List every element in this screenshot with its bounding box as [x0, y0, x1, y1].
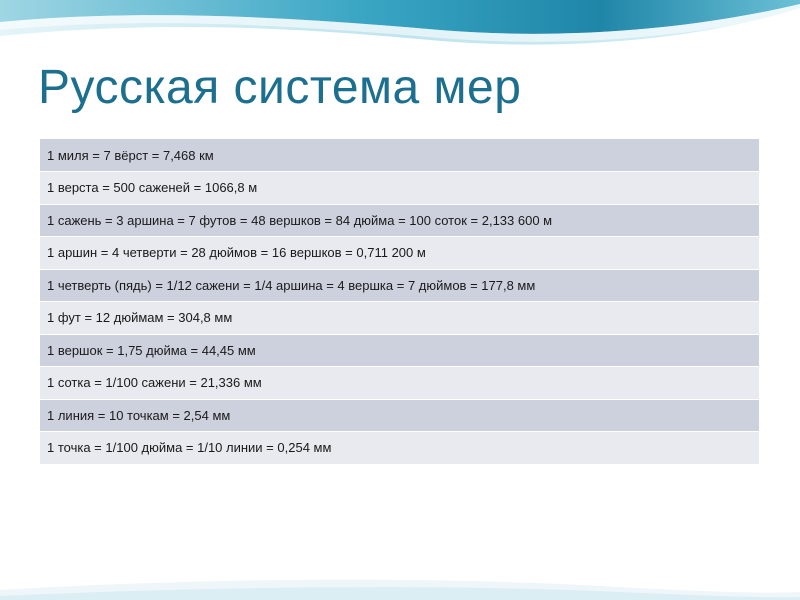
- page-title: Русская система мер: [38, 61, 522, 114]
- table-row: [40, 399, 759, 432]
- table-cell: 1 точка = 1/100 дюйма = 1/10 линии = 0,254 мм: [40, 432, 759, 465]
- table-cell: 1 сажень = 3 аршина = 7 футов = 48 вершков = 84 дюйма = 100 соток = 2,133 600 м: [40, 204, 759, 237]
- table-row: [40, 334, 759, 367]
- table-row: [40, 432, 759, 465]
- table-row: [40, 269, 759, 302]
- table-row: [40, 237, 759, 270]
- table-cell: 1 сотка = 1/100 сажени = 21,336 мм: [40, 367, 759, 400]
- table-cell: 1 линия = 10 точкам = 2,54 мм: [40, 399, 759, 432]
- table-cell: 1 аршин = 4 четверти = 28 дюймов = 16 вершков = 0,711 200 м: [40, 237, 759, 270]
- table-row: [40, 139, 759, 172]
- measures-table: [40, 139, 759, 465]
- table-cell: 1 миля = 7 вёрст = 7,468 км: [40, 139, 759, 172]
- table-cell: 1 верста = 500 саженей = 1066,8 м: [40, 172, 759, 205]
- table-cell: 1 вершок = 1,75 дюйма = 44,45 мм: [40, 334, 759, 367]
- footer-wave-decoration: [0, 572, 800, 600]
- table-row: [40, 367, 759, 400]
- table-row: [40, 302, 759, 335]
- table-row: [40, 204, 759, 237]
- table-row: [40, 172, 759, 205]
- table-cell: 1 четверть (пядь) = 1/12 сажени = 1/4 аршина = 4 вершка = 7 дюймов = 177,8 мм: [40, 269, 759, 302]
- table-cell: 1 фут = 12 дюймам = 304,8 мм: [40, 302, 759, 335]
